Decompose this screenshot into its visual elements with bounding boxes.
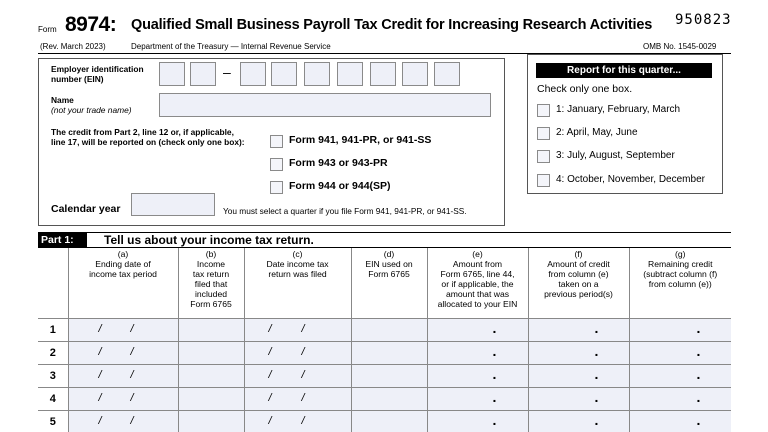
column-f-line: Amount of credit xyxy=(547,259,610,269)
form-number: 8974: xyxy=(65,13,117,36)
column-e-line: allocated to your EIN xyxy=(437,299,518,309)
column-b-letter: (b) xyxy=(205,249,217,259)
calendar-year-input[interactable] xyxy=(131,193,215,216)
date-filed-cell[interactable] xyxy=(244,410,351,432)
column-b-line: included xyxy=(194,289,227,299)
column-b-line: filed that xyxy=(194,279,228,289)
decimal-point: . xyxy=(492,411,497,428)
quarter-1-label: 1: January, February, March xyxy=(556,104,681,115)
credit-taken-cell[interactable] xyxy=(528,410,629,432)
column-a-letter: (a) xyxy=(117,249,129,259)
column-a-line: Ending date of xyxy=(95,259,151,269)
ein-digit-2[interactable] xyxy=(190,62,216,86)
ein-used-cell[interactable] xyxy=(351,364,427,387)
row-number: 3 xyxy=(38,364,68,387)
column-header-d xyxy=(351,248,427,318)
remaining-credit-cell[interactable] xyxy=(629,387,731,410)
ein-used-cell[interactable] xyxy=(351,318,427,341)
credit-taken-cell[interactable] xyxy=(528,318,629,341)
table-row xyxy=(38,341,731,364)
calendar-year-note: You must select a quarter if you file Form 941, 941-PR, or 941-SS. xyxy=(223,206,467,216)
table-row xyxy=(38,318,731,341)
date-filed-cell[interactable] xyxy=(244,387,351,410)
omb-number: OMB No. 1545-0029 xyxy=(643,42,717,51)
decimal-point: . xyxy=(696,388,701,405)
credit-taken-cell[interactable] xyxy=(528,364,629,387)
column-c-line: return was filed xyxy=(268,269,327,279)
date-filed-cell[interactable] xyxy=(244,318,351,341)
part1-tag: Part 1: xyxy=(38,233,87,247)
ein-digit-5[interactable] xyxy=(304,62,330,86)
credit-report-line2: line 17, will be reported on (check only one box): xyxy=(51,137,245,147)
calendar-year-label: Calendar year xyxy=(51,203,121,215)
column-header-c xyxy=(244,248,351,318)
row-number: 5 xyxy=(38,410,68,432)
column-header-f xyxy=(528,248,629,318)
quarter-3-checkbox[interactable] xyxy=(537,150,550,163)
decimal-point: . xyxy=(594,411,599,428)
form-943-label: Form 943 or 943-PR xyxy=(289,157,388,169)
ending-date-cell[interactable] xyxy=(68,387,178,410)
row-number: 4 xyxy=(38,387,68,410)
date-separator: / xyxy=(268,414,272,427)
column-f-line: previous period(s) xyxy=(544,289,613,299)
column-d-line: Form 6765 xyxy=(368,269,410,279)
revision-date: (Rev. March 2023) xyxy=(40,42,106,51)
column-g-line: from column (e)) xyxy=(648,279,712,289)
quarter-1-checkbox[interactable] xyxy=(537,104,550,117)
date-separator: / xyxy=(98,391,102,404)
column-e-line: or if applicable, the xyxy=(441,279,514,289)
ein-label xyxy=(51,64,144,84)
column-header-b xyxy=(178,248,244,318)
date-separator: / xyxy=(268,345,272,358)
form-944-checkbox[interactable] xyxy=(270,181,283,194)
form-943-checkbox[interactable] xyxy=(270,158,283,171)
row-number: 2 xyxy=(38,341,68,364)
decimal-point: . xyxy=(492,319,497,336)
decimal-point: . xyxy=(594,342,599,359)
ein-digit-7[interactable] xyxy=(370,62,396,86)
decimal-point: . xyxy=(594,388,599,405)
date-separator: / xyxy=(301,414,305,427)
column-g-line: (subtract column (f) xyxy=(643,269,718,279)
part1-title: Tell us about your income tax return. xyxy=(104,233,314,247)
name-label-text: Name xyxy=(51,95,74,105)
date-separator: / xyxy=(268,391,272,404)
ein-used-cell[interactable] xyxy=(351,341,427,364)
department-label: Department of the Treasury — Internal Revenue Service xyxy=(131,42,331,51)
column-header-a xyxy=(68,248,178,318)
credit-report-line1: The credit from Part 2, line 12 or, if applicable, xyxy=(51,127,234,137)
form-title: Qualified Small Business Payroll Tax Credit for Increasing Research Activities xyxy=(131,17,653,33)
date-separator: / xyxy=(98,414,102,427)
column-g-line: Remaining credit xyxy=(648,259,713,269)
column-g-letter: (g) xyxy=(674,249,686,259)
table-row xyxy=(38,387,731,410)
form-944-label: Form 944 or 944(SP) xyxy=(289,180,391,192)
amount-cell[interactable] xyxy=(427,410,528,432)
date-separator: / xyxy=(130,414,134,427)
row-number-header xyxy=(38,248,68,318)
date-separator: / xyxy=(98,345,102,358)
remaining-credit-cell[interactable] xyxy=(629,364,731,387)
quarter-2-checkbox[interactable] xyxy=(537,127,550,140)
quarter-4-label: 4: October, November, December xyxy=(556,174,705,185)
form-941-label: Form 941, 941-PR, or 941-SS xyxy=(289,134,432,146)
column-b-line: tax return xyxy=(192,269,230,279)
return-filed-cell[interactable] xyxy=(178,387,244,410)
quarter-instruction: Check only one box. xyxy=(537,83,633,95)
decimal-point: . xyxy=(492,388,497,405)
amount-cell[interactable] xyxy=(427,318,528,341)
decimal-point: . xyxy=(696,365,701,382)
amount-cell[interactable] xyxy=(427,341,528,364)
form-941-checkbox[interactable] xyxy=(270,135,283,148)
ein-digit-9[interactable] xyxy=(434,62,460,86)
date-separator: / xyxy=(98,322,102,335)
column-e-line: Amount from xyxy=(452,259,503,269)
column-e-line: amount that was xyxy=(445,289,510,299)
credit-taken-cell[interactable] xyxy=(528,387,629,410)
column-c-letter: (c) xyxy=(292,249,303,259)
remaining-credit-cell[interactable] xyxy=(629,410,731,432)
return-filed-cell[interactable] xyxy=(178,318,244,341)
column-header-g xyxy=(629,248,731,318)
column-f-line: taken on a xyxy=(558,279,599,289)
decimal-point: . xyxy=(696,411,701,428)
decimal-point: . xyxy=(492,342,497,359)
column-b-line: Income xyxy=(196,259,226,269)
column-header-e xyxy=(427,248,528,318)
return-filed-cell[interactable] xyxy=(178,341,244,364)
date-separator: / xyxy=(130,322,134,335)
date-separator: / xyxy=(130,391,134,404)
column-d-line: EIN used on xyxy=(365,259,413,269)
ending-date-cell[interactable] xyxy=(68,364,178,387)
date-separator: / xyxy=(301,391,305,404)
ein-digit-8[interactable] xyxy=(402,62,428,86)
amount-cell[interactable] xyxy=(427,387,528,410)
ein-digit-1[interactable] xyxy=(159,62,185,86)
ein-used-cell[interactable] xyxy=(351,410,427,432)
column-a-line: income tax period xyxy=(89,269,157,279)
decimal-point: . xyxy=(594,365,599,382)
date-separator: / xyxy=(301,345,305,358)
amount-cell[interactable] xyxy=(427,364,528,387)
decimal-point: . xyxy=(696,342,701,359)
credit-taken-cell[interactable] xyxy=(528,341,629,364)
ein-digit-6[interactable] xyxy=(337,62,363,86)
date-separator: / xyxy=(301,368,305,381)
column-f-line: from column (e) xyxy=(548,269,609,279)
form-label: Form xyxy=(38,25,57,34)
credit-report-label xyxy=(51,127,245,147)
column-c-line: Date income tax xyxy=(266,259,329,269)
table-row xyxy=(38,364,731,387)
date-separator: / xyxy=(130,368,134,381)
ein-label-line1: Employer identification xyxy=(51,64,144,74)
date-separator: / xyxy=(268,322,272,335)
column-f-letter: (f) xyxy=(574,249,583,259)
return-filed-cell[interactable] xyxy=(178,364,244,387)
ending-date-cell[interactable] xyxy=(68,341,178,364)
date-separator: / xyxy=(301,322,305,335)
date-filed-cell[interactable] xyxy=(244,364,351,387)
name-sublabel: (not your trade name) xyxy=(51,105,132,115)
ein-label-line2: number (EIN) xyxy=(51,74,104,84)
quarter-header: Report for this quarter... xyxy=(536,63,712,78)
ein-digit-4[interactable] xyxy=(271,62,297,86)
column-d-letter: (d) xyxy=(383,249,395,259)
decimal-point: . xyxy=(594,319,599,336)
quarter-3-label: 3: July, August, September xyxy=(556,150,675,161)
form-code: 950823 xyxy=(675,12,732,28)
name-input[interactable] xyxy=(159,93,491,117)
column-e-line: Form 6765, line 44, xyxy=(440,269,515,279)
remaining-credit-cell[interactable] xyxy=(629,341,731,364)
row-number: 1 xyxy=(38,318,68,341)
name-label xyxy=(51,95,132,115)
date-separator: / xyxy=(268,368,272,381)
ein-used-cell[interactable] xyxy=(351,387,427,410)
ending-date-cell[interactable] xyxy=(68,410,178,432)
quarter-4-checkbox[interactable] xyxy=(537,174,550,187)
date-separator: / xyxy=(98,368,102,381)
return-filed-cell[interactable] xyxy=(178,410,244,432)
date-filed-cell[interactable] xyxy=(244,341,351,364)
income-tax-return-table xyxy=(38,248,731,432)
ending-date-cell[interactable] xyxy=(68,318,178,341)
decimal-point: . xyxy=(492,365,497,382)
quarter-2-label: 2: April, May, June xyxy=(556,127,638,138)
column-e-letter: (e) xyxy=(472,249,483,259)
date-separator: / xyxy=(130,345,134,358)
column-b-line: Form 6765 xyxy=(190,299,232,309)
ein-digit-3[interactable] xyxy=(240,62,266,86)
remaining-credit-cell[interactable] xyxy=(629,318,731,341)
table-row xyxy=(38,410,731,432)
ein-dash: – xyxy=(223,64,231,80)
decimal-point: . xyxy=(696,319,701,336)
